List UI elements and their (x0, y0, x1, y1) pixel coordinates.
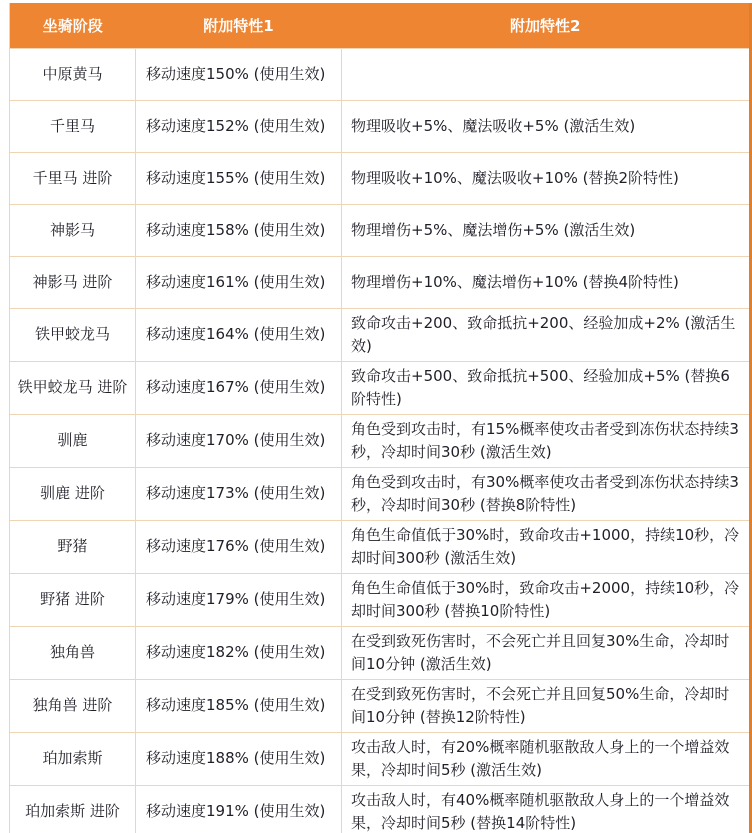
cell-mount-stage: 神影马 (10, 204, 136, 256)
cell-mount-stage: 野猪 (10, 520, 136, 573)
cell-extra-trait-1: 移动速度173% (使用生效) (136, 467, 342, 520)
cell-mount-stage: 神影马 进阶 (10, 256, 136, 308)
cell-extra-trait-2: 致命攻击+500、致命抵抗+500、经验加成+5% (替换6阶特性) (342, 361, 751, 414)
cell-extra-trait-2: 物理吸收+5%、魔法吸收+5% (激活生效) (342, 100, 751, 152)
header-row (10, 3, 751, 48)
cell-mount-stage: 铁甲蛟龙马 进阶 (10, 361, 136, 414)
cell-mount-stage: 铁甲蛟龙马 (10, 308, 136, 361)
cell-extra-trait-1: 移动速度158% (使用生效) (136, 204, 342, 256)
cell-extra-trait-2: 角色受到攻击时，有15%概率使攻击者受到冻伤状态持续3秒，冷却时间30秒 (激活生效) (342, 414, 751, 467)
cell-extra-trait-1: 移动速度182% (使用生效) (136, 626, 342, 679)
cell-mount-stage: 中原黄马 (10, 48, 136, 100)
column-header-extra-trait-2: 附加特性2 (342, 3, 751, 48)
table-row (10, 467, 751, 520)
cell-extra-trait-1: 移动速度170% (使用生效) (136, 414, 342, 467)
cell-extra-trait-2: 在受到致死伤害时，不会死亡并且回复50%生命，冷却时间10分钟 (替换12阶特性) (342, 679, 751, 732)
cell-extra-trait-2: 物理增伤+5%、魔法增伤+5% (激活生效) (342, 204, 751, 256)
cell-mount-stage: 驯鹿 进阶 (10, 467, 136, 520)
cell-extra-trait-1: 移动速度150% (使用生效) (136, 48, 342, 100)
table-header (10, 3, 751, 48)
cell-extra-trait-1: 移动速度191% (使用生效) (136, 785, 342, 833)
table-row (10, 361, 751, 414)
cell-extra-trait-1: 移动速度179% (使用生效) (136, 573, 342, 626)
cell-extra-trait-1: 移动速度164% (使用生效) (136, 308, 342, 361)
cell-extra-trait-2: 角色生命值低于30%时，致命攻击+2000，持续10秒，冷却时间300秒 (替换10阶特性) (342, 573, 751, 626)
cell-extra-trait-1: 移动速度185% (使用生效) (136, 679, 342, 732)
cell-extra-trait-2: 攻击敌人时，有20%概率随机驱散敌人身上的一个增益效果，冷却时间5秒 (激活生效) (342, 732, 751, 785)
table-row (10, 626, 751, 679)
cell-extra-trait-2: 在受到致死伤害时，不会死亡并且回复30%生命，冷却时间10分钟 (激活生效) (342, 626, 751, 679)
cell-extra-trait-2: 致命攻击+200、致命抵抗+200、经验加成+2% (激活生效) (342, 308, 751, 361)
cell-extra-trait-2: 攻击敌人时，有40%概率随机驱散敌人身上的一个增益效果，冷却时间5秒 (替换14阶特性) (342, 785, 751, 833)
table-row (10, 204, 751, 256)
column-header-extra-trait-1: 附加特性1 (136, 3, 342, 48)
table-row (10, 152, 751, 204)
cell-mount-stage: 驯鹿 (10, 414, 136, 467)
table-body (10, 48, 751, 833)
table-row (10, 785, 751, 833)
table-row (10, 100, 751, 152)
table-row (10, 48, 751, 100)
cell-extra-trait-2 (342, 48, 751, 100)
table-row (10, 520, 751, 573)
cell-extra-trait-1: 移动速度155% (使用生效) (136, 152, 342, 204)
column-header-mount-stage: 坐骑阶段 (10, 3, 136, 48)
table-row (10, 573, 751, 626)
cell-mount-stage: 千里马 (10, 100, 136, 152)
cell-extra-trait-2: 物理吸收+10%、魔法吸收+10% (替换2阶特性) (342, 152, 751, 204)
cell-extra-trait-1: 移动速度152% (使用生效) (136, 100, 342, 152)
cell-extra-trait-1: 移动速度188% (使用生效) (136, 732, 342, 785)
cell-mount-stage: 独角兽 进阶 (10, 679, 136, 732)
table-row (10, 256, 751, 308)
cell-extra-trait-2: 物理增伤+10%、魔法增伤+10% (替换4阶特性) (342, 256, 751, 308)
table-row (10, 414, 751, 467)
cell-extra-trait-1: 移动速度167% (使用生效) (136, 361, 342, 414)
table-row (10, 679, 751, 732)
table-row (10, 308, 751, 361)
mount-stage-table (9, 3, 752, 833)
cell-extra-trait-2: 角色生命值低于30%时，致命攻击+1000，持续10秒，冷却时间300秒 (激活生效) (342, 520, 751, 573)
cell-extra-trait-2: 角色受到攻击时，有30%概率使攻击者受到冻伤状态持续3秒，冷却时间30秒 (替换8阶特性) (342, 467, 751, 520)
table-row (10, 732, 751, 785)
cell-mount-stage: 独角兽 (10, 626, 136, 679)
cell-mount-stage: 千里马 进阶 (10, 152, 136, 204)
cell-mount-stage: 珀加索斯 (10, 732, 136, 785)
cell-mount-stage: 珀加索斯 进阶 (10, 785, 136, 833)
cell-extra-trait-1: 移动速度176% (使用生效) (136, 520, 342, 573)
cell-extra-trait-1: 移动速度161% (使用生效) (136, 256, 342, 308)
cell-mount-stage: 野猪 进阶 (10, 573, 136, 626)
